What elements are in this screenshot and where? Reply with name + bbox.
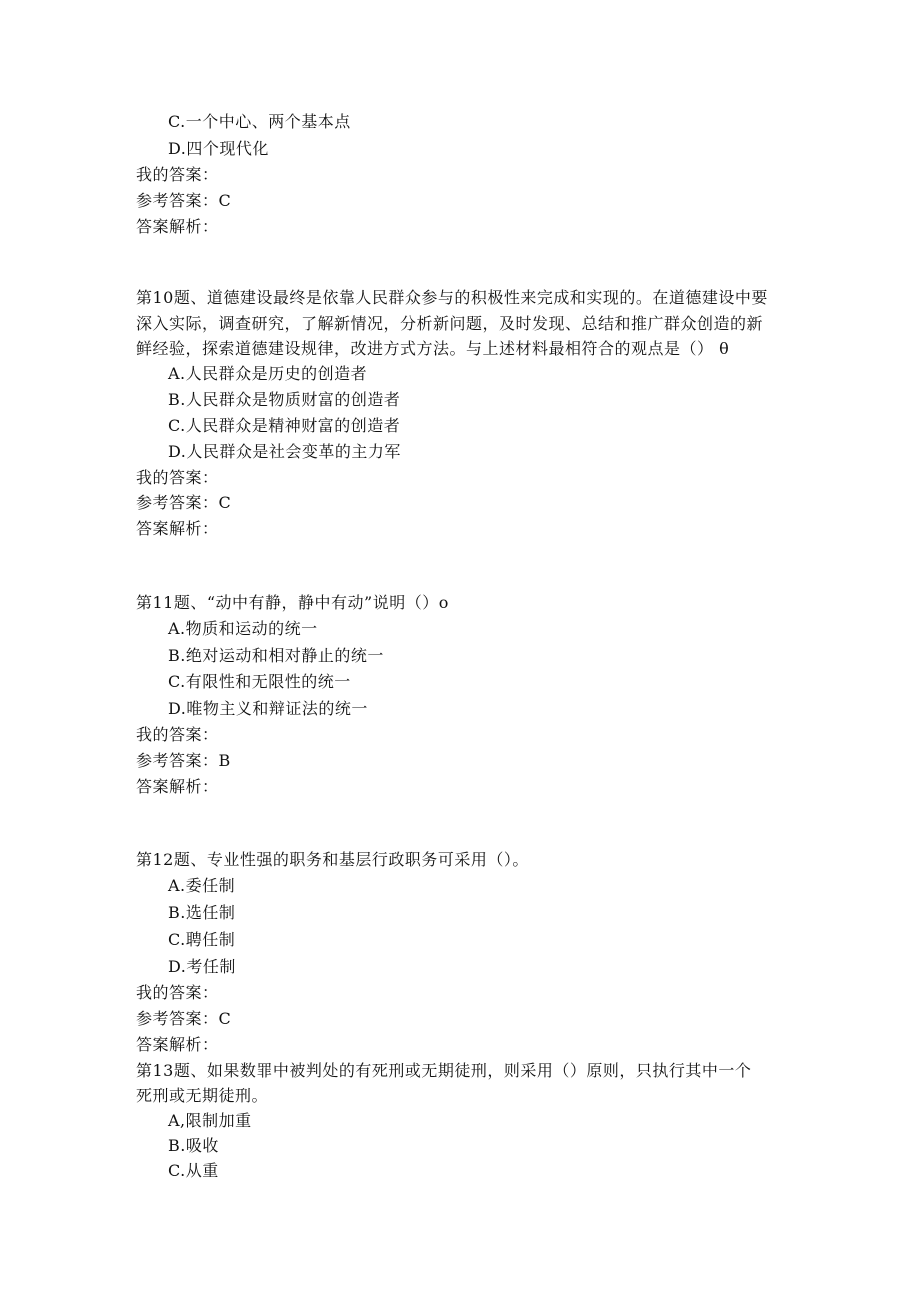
q11-reference-answer: 参考答案：B [136,751,231,770]
q9-answer-analysis: 答案解析： [136,217,219,236]
q11-answer-analysis: 答案解析： [136,777,219,796]
q9-option-c: C.一个中心、两个基本点 [168,112,351,131]
q12-option-d: D.考任制 [168,957,236,976]
q10-option-d: D.人民群众是社会变革的主力军 [168,442,401,461]
q10-stem-line-1: 第10题、道德建设最终是依靠人民群众参与的积极性来完成和实现的。在道德建设中要 [136,288,768,307]
q13-option-b: B.吸收 [168,1136,219,1155]
q10-stem-line-2: 深入实际，调查研究，了解新情况，分析新问题，及时发现、总结和推广群众创造的新 [136,314,764,333]
q10-answer-analysis: 答案解析： [136,519,219,538]
q13-option-c: C.从重 [168,1161,219,1180]
q12-answer-analysis: 答案解析： [136,1035,219,1054]
q10-my-answer: 我的答案： [136,468,219,487]
q12-stem: 第12题、专业性强的职务和基层行政职务可采用（）。 [136,850,529,869]
q10-reference-answer: 参考答案：C [136,493,232,512]
q13-stem-line-2: 死刑或无期徒刑。 [136,1086,269,1105]
q10-option-c: C.人民群众是精神财富的创造者 [168,416,401,435]
q10-option-a: A.人民群众是历史的创造者 [168,364,368,383]
q11-my-answer: 我的答案： [136,725,219,744]
q11-option-a: A.物质和运动的统一 [168,619,318,638]
q11-option-d: D.唯物主义和辩证法的统一 [168,699,368,718]
q12-option-a: A.委任制 [168,876,236,895]
q13-stem-line-1: 第13题、如果数罪中被判处的有死刑或无期徒刑，则采用（）原则，只执行其中一个 [136,1061,752,1080]
q12-option-b: B.选任制 [168,903,236,922]
q10-option-b: B.人民群众是物质财富的创造者 [168,390,401,409]
q9-reference-answer: 参考答案：C [136,191,232,210]
q9-option-d: D.四个现代化 [168,139,269,158]
q12-my-answer: 我的答案： [136,983,219,1002]
q11-option-c: C.有限性和无限性的统一 [168,672,351,691]
q12-option-c: C.聘任制 [168,930,236,949]
q12-reference-answer: 参考答案：C [136,1009,232,1028]
q11-option-b: B.绝对运动和相对静止的统一 [168,646,384,665]
q11-stem: 第11题、“动中有静，静中有动”说明（）o [136,593,449,612]
q13-option-a: A,限制加重 [168,1111,252,1130]
q9-my-answer: 我的答案： [136,165,219,184]
q10-stem-line-3: 鲜经验，探索道德建设规律，改进方式方法。与上述材料最相符合的观点是（） θ [136,339,730,358]
